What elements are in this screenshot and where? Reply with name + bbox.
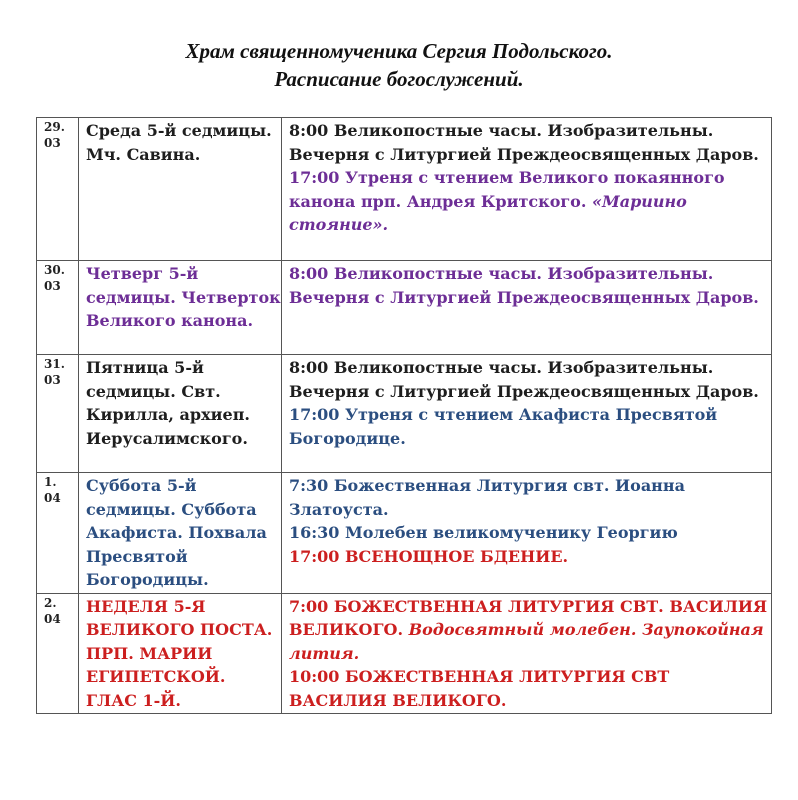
row-date: 1. 04 <box>37 473 79 594</box>
schedule-row <box>37 118 772 261</box>
service-text: 10:00 БОЖЕСТВЕННАЯ ЛИТУРГИЯ СВТ ВАСИЛИЯ ВЕЛИКОГО. <box>289 667 670 710</box>
row-services <box>282 593 772 714</box>
schedule-row <box>37 261 772 355</box>
row-day-description: Четверг 5-й седмицы. Четверток Великого канона. <box>79 261 282 355</box>
service-entry <box>289 403 771 450</box>
service-text: 8:00 Великопостные часы. Изобразительны. Вечерня с Литургией Преждеосвященных Даров. <box>289 264 759 307</box>
service-text: 16:30 Молебен великомученику Георгию <box>289 523 678 542</box>
service-entry <box>289 665 771 712</box>
row-day-description: Среда 5-й седмицы. Мч. Савина. <box>79 118 282 261</box>
schedule-row <box>37 355 772 473</box>
service-entry <box>289 545 771 569</box>
row-services <box>282 355 772 473</box>
service-text: 7:30 Божественная Литургия свт. Иоанна Златоуста. <box>289 476 685 519</box>
schedule-body <box>37 118 772 714</box>
service-text: 17:00 ВСЕНОЩНОЕ БДЕНИЕ. <box>289 546 569 566</box>
row-date: 29. 03 <box>37 118 79 261</box>
schedule-row <box>37 593 772 714</box>
page-subtitle: Расписание богослужений. <box>274 67 524 91</box>
service-entry <box>289 521 771 545</box>
service-note: «Мариино стояние». <box>289 191 687 234</box>
row-date: 2. 04 <box>37 593 79 714</box>
service-text: 8:00 Великопостные часы. Изобразительны. Вечерня с Литургией Преждеосвященных Даров. <box>289 121 759 164</box>
service-entry <box>289 595 771 666</box>
schedule-row <box>37 473 772 594</box>
service-entry <box>289 262 771 309</box>
service-entry <box>289 356 771 403</box>
page-title: Храм священномученика Сергия Подольского. <box>185 39 613 63</box>
service-text: 17:00 Утреня с чтением Акафиста Пресвятой Богородице. <box>289 405 718 448</box>
row-services <box>282 261 772 355</box>
row-services <box>282 473 772 594</box>
service-entry <box>289 474 771 521</box>
row-services <box>282 118 772 261</box>
service-text: 7:00 БОЖЕСТВЕННАЯ ЛИТУРГИЯ СВТ. ВАСИЛИЯ ВЕЛИКОГО. <box>289 596 768 639</box>
schedule-table <box>36 117 772 714</box>
service-entry <box>289 166 771 237</box>
row-day-description: НЕДЕЛЯ 5-Я ВЕЛИКОГО ПОСТА. ПРП. МАРИИ ЕГИПЕТСКОЙ. ГЛАС 1-Й. <box>79 593 282 714</box>
service-note: Водосвятный молебен. Заупокойная лития. <box>289 620 764 663</box>
service-text: 8:00 Великопостные часы. Изобразительны. Вечерня с Литургией Преждеосвященных Даров. <box>289 358 759 401</box>
row-date: 30. 03 <box>37 261 79 355</box>
row-day-description: Суббота 5-й седмицы. Суббота Акафиста. Похвала Пресвятой Богородицы. <box>79 473 282 594</box>
row-date: 31. 03 <box>37 355 79 473</box>
row-day-description: Пятница 5-й седмицы. Свт. Кирилла, архиеп. Иерусалимского. <box>79 355 282 473</box>
service-entry <box>289 119 771 166</box>
service-text: 17:00 Утреня с чтением Великого покаянного канона прп. Андрея Критского. <box>289 168 725 211</box>
